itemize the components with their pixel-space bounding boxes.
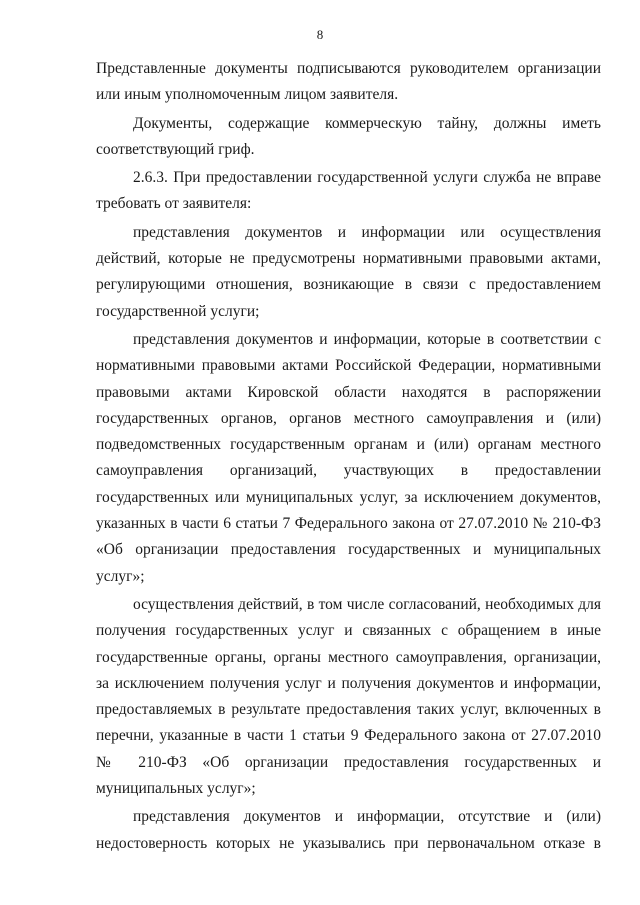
paragraph-list-item-2: представления документов и информации, которые в соответствии с нормативными правовыми актами Российской Федерации, нормативными правовыми актами Кировской области находятся в распоряжении государственных органов, органов местного самоуправления и (или) подведомственных государственным органам и (или) органам местного самоуправления организаций, участвующих в предоставлении государственных или муниципальных услуг, за исключением документов, указанных в части 6 статьи 7 Федерального закона от 27.07.2010 № 210-ФЗ «Об организации предоставления государственных и муниципальных услуг»;: [96, 330, 601, 585]
paragraph-commercial-secret: Документы, содержащие коммерческую тайну, должны иметь соответствующий гриф.: [96, 114, 601, 158]
paragraph-list-item-4: представления документов и информации, отсутствие и (или) недостоверность которых не указывались при первоначальном отказе в: [96, 808, 601, 852]
paragraph-clause-2-6-3: 2.6.3. При предоставлении государственной услуги служба не вправе требовать от заявителя:: [96, 169, 601, 213]
paragraph-list-item-3: осуществления действий, в том числе согласований, необходимых для получения государственных услуг и связанных с обращением в иные государственные органы, органы местного самоуправления, организации, за исключением получения услуг и получения документов и информации, предоставляемых в результате предоставления таких услуг, включенных в перечни, указанные в части 1 статьи 9 Федерального закона от 27.07.2010 № 210-ФЗ «Об организации предоставления государственных и муниципальных услуг»;: [96, 595, 601, 798]
document-body: [96, 56, 601, 857]
paragraph-list-item-1: представления документов и информации или осуществления действий, которые не предусмотрены нормативными правовыми актами, регулирующими отношения, возникающие в связи с предоставлением государственной услуги;: [96, 223, 601, 320]
paragraph-signature: Представленные документы подписываются руководителем организации или иным уполномоченным лицом заявителя.: [96, 60, 601, 104]
page-number: 8: [316, 27, 324, 42]
